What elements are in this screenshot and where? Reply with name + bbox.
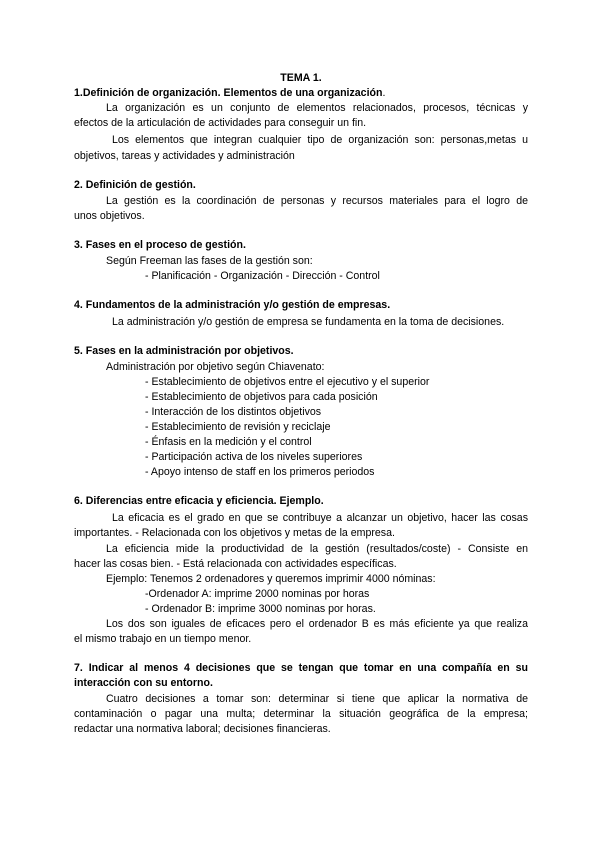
section-1-line: efectos de la articulación de actividades para conseguir un fin.: [74, 117, 367, 129]
section-4-heading: 4. Fundamentos de la administración y/o gestión de empresas.: [74, 299, 391, 311]
section-7-heading: 7. Indicar al menos 4 decisiones que se tengan que tomar en una compañía en su: [74, 662, 528, 674]
section-3-phases: - Planificación - Organización - Dirección - Control: [145, 270, 380, 282]
section-1-line: Los elementos que integran cualquier tipo de organización son: personas,metas u: [112, 134, 528, 146]
section-3-heading: 3. Fases en el proceso de gestión.: [74, 239, 246, 251]
list-item: - Énfasis en la medición y el control: [145, 436, 312, 448]
list-item: - Establecimiento de revisión y reciclaje: [145, 421, 331, 433]
section-4-line: La administración y/o gestión de empresa se fundamenta en la toma de decisiones.: [112, 316, 505, 328]
section-6-heading: 6. Diferencias entre eficacia y eficiencia. Ejemplo.: [74, 495, 324, 507]
section-1-heading-dot: .: [382, 87, 386, 99]
section-7-line: Cuatro decisiones a tomar son: determinar si tiene que aplicar la normativa de: [106, 693, 528, 705]
section-1-line: objetivos, tareas y actividades y administración: [74, 150, 295, 162]
section-3-line: Según Freeman las fases de la gestión son:: [106, 255, 313, 267]
section-6-line: La eficacia es el grado en que se contribuye a alcanzar un objetivo, hacer las cosas: [112, 512, 528, 524]
section-6-line: -Ordenador A: imprime 2000 nominas por horas: [145, 588, 370, 600]
section-7-heading-cont: interacción con su entorno.: [74, 677, 213, 689]
page-title: TEMA 1.: [280, 72, 322, 84]
section-2-line: unos objetivos.: [74, 210, 145, 222]
list-item: - Apoyo intenso de staff en los primeros periodos: [145, 466, 375, 478]
list-item: - Interacción de los distintos objetivos: [145, 406, 322, 418]
section-2-line: La gestión es la coordinación de personas y recursos materiales para el logro de: [106, 195, 528, 207]
section-7-line: redactar una normativa laboral; decisiones financieras.: [74, 723, 331, 735]
section-6-line: Ejemplo: Tenemos 2 ordenadores y queremos imprimir 4000 nóminas:: [106, 573, 436, 585]
section-1-heading: [74, 86, 528, 100]
section-6-line: Los dos son iguales de eficaces pero el ordenador B es más eficiente ya que realiza: [106, 618, 528, 630]
section-5-intro: Administración por objetivo según Chiavenato:: [106, 361, 325, 373]
section-6-line: La eficiencia mide la productividad de la gestión (resultados/coste) - Consiste en: [106, 543, 528, 555]
section-5-heading: 5. Fases en la administración por objetivos.: [74, 345, 294, 357]
list-item: - Participación activa de los niveles superiores: [145, 451, 363, 463]
section-1-heading-text: 1.Definición de organización. Elementos de una organización: [74, 87, 383, 99]
section-1-line: La organización es un conjunto de elementos relacionados, procesos, técnicas y: [106, 102, 528, 114]
list-item: - Establecimiento de objetivos entre el ejecutivo y el superior: [145, 376, 430, 388]
section-7-line: contaminación o pagar una multa; determinar la situación geográfica de la empresa;: [74, 708, 528, 720]
list-item: - Establecimiento de objetivos para cada posición: [145, 391, 378, 403]
section-6-line: el mismo trabajo en un tiempo menor.: [74, 633, 252, 645]
section-6-line: importantes. - Relacionada con los objetivos y metas de la empresa.: [74, 527, 395, 539]
section-6-line: - Ordenador B: imprime 3000 nominas por horas.: [145, 603, 376, 615]
section-2-heading: 2. Definición de gestión.: [74, 179, 196, 191]
section-6-line: hacer las cosas bien. - Está relacionada con actividades específicas.: [74, 558, 397, 570]
